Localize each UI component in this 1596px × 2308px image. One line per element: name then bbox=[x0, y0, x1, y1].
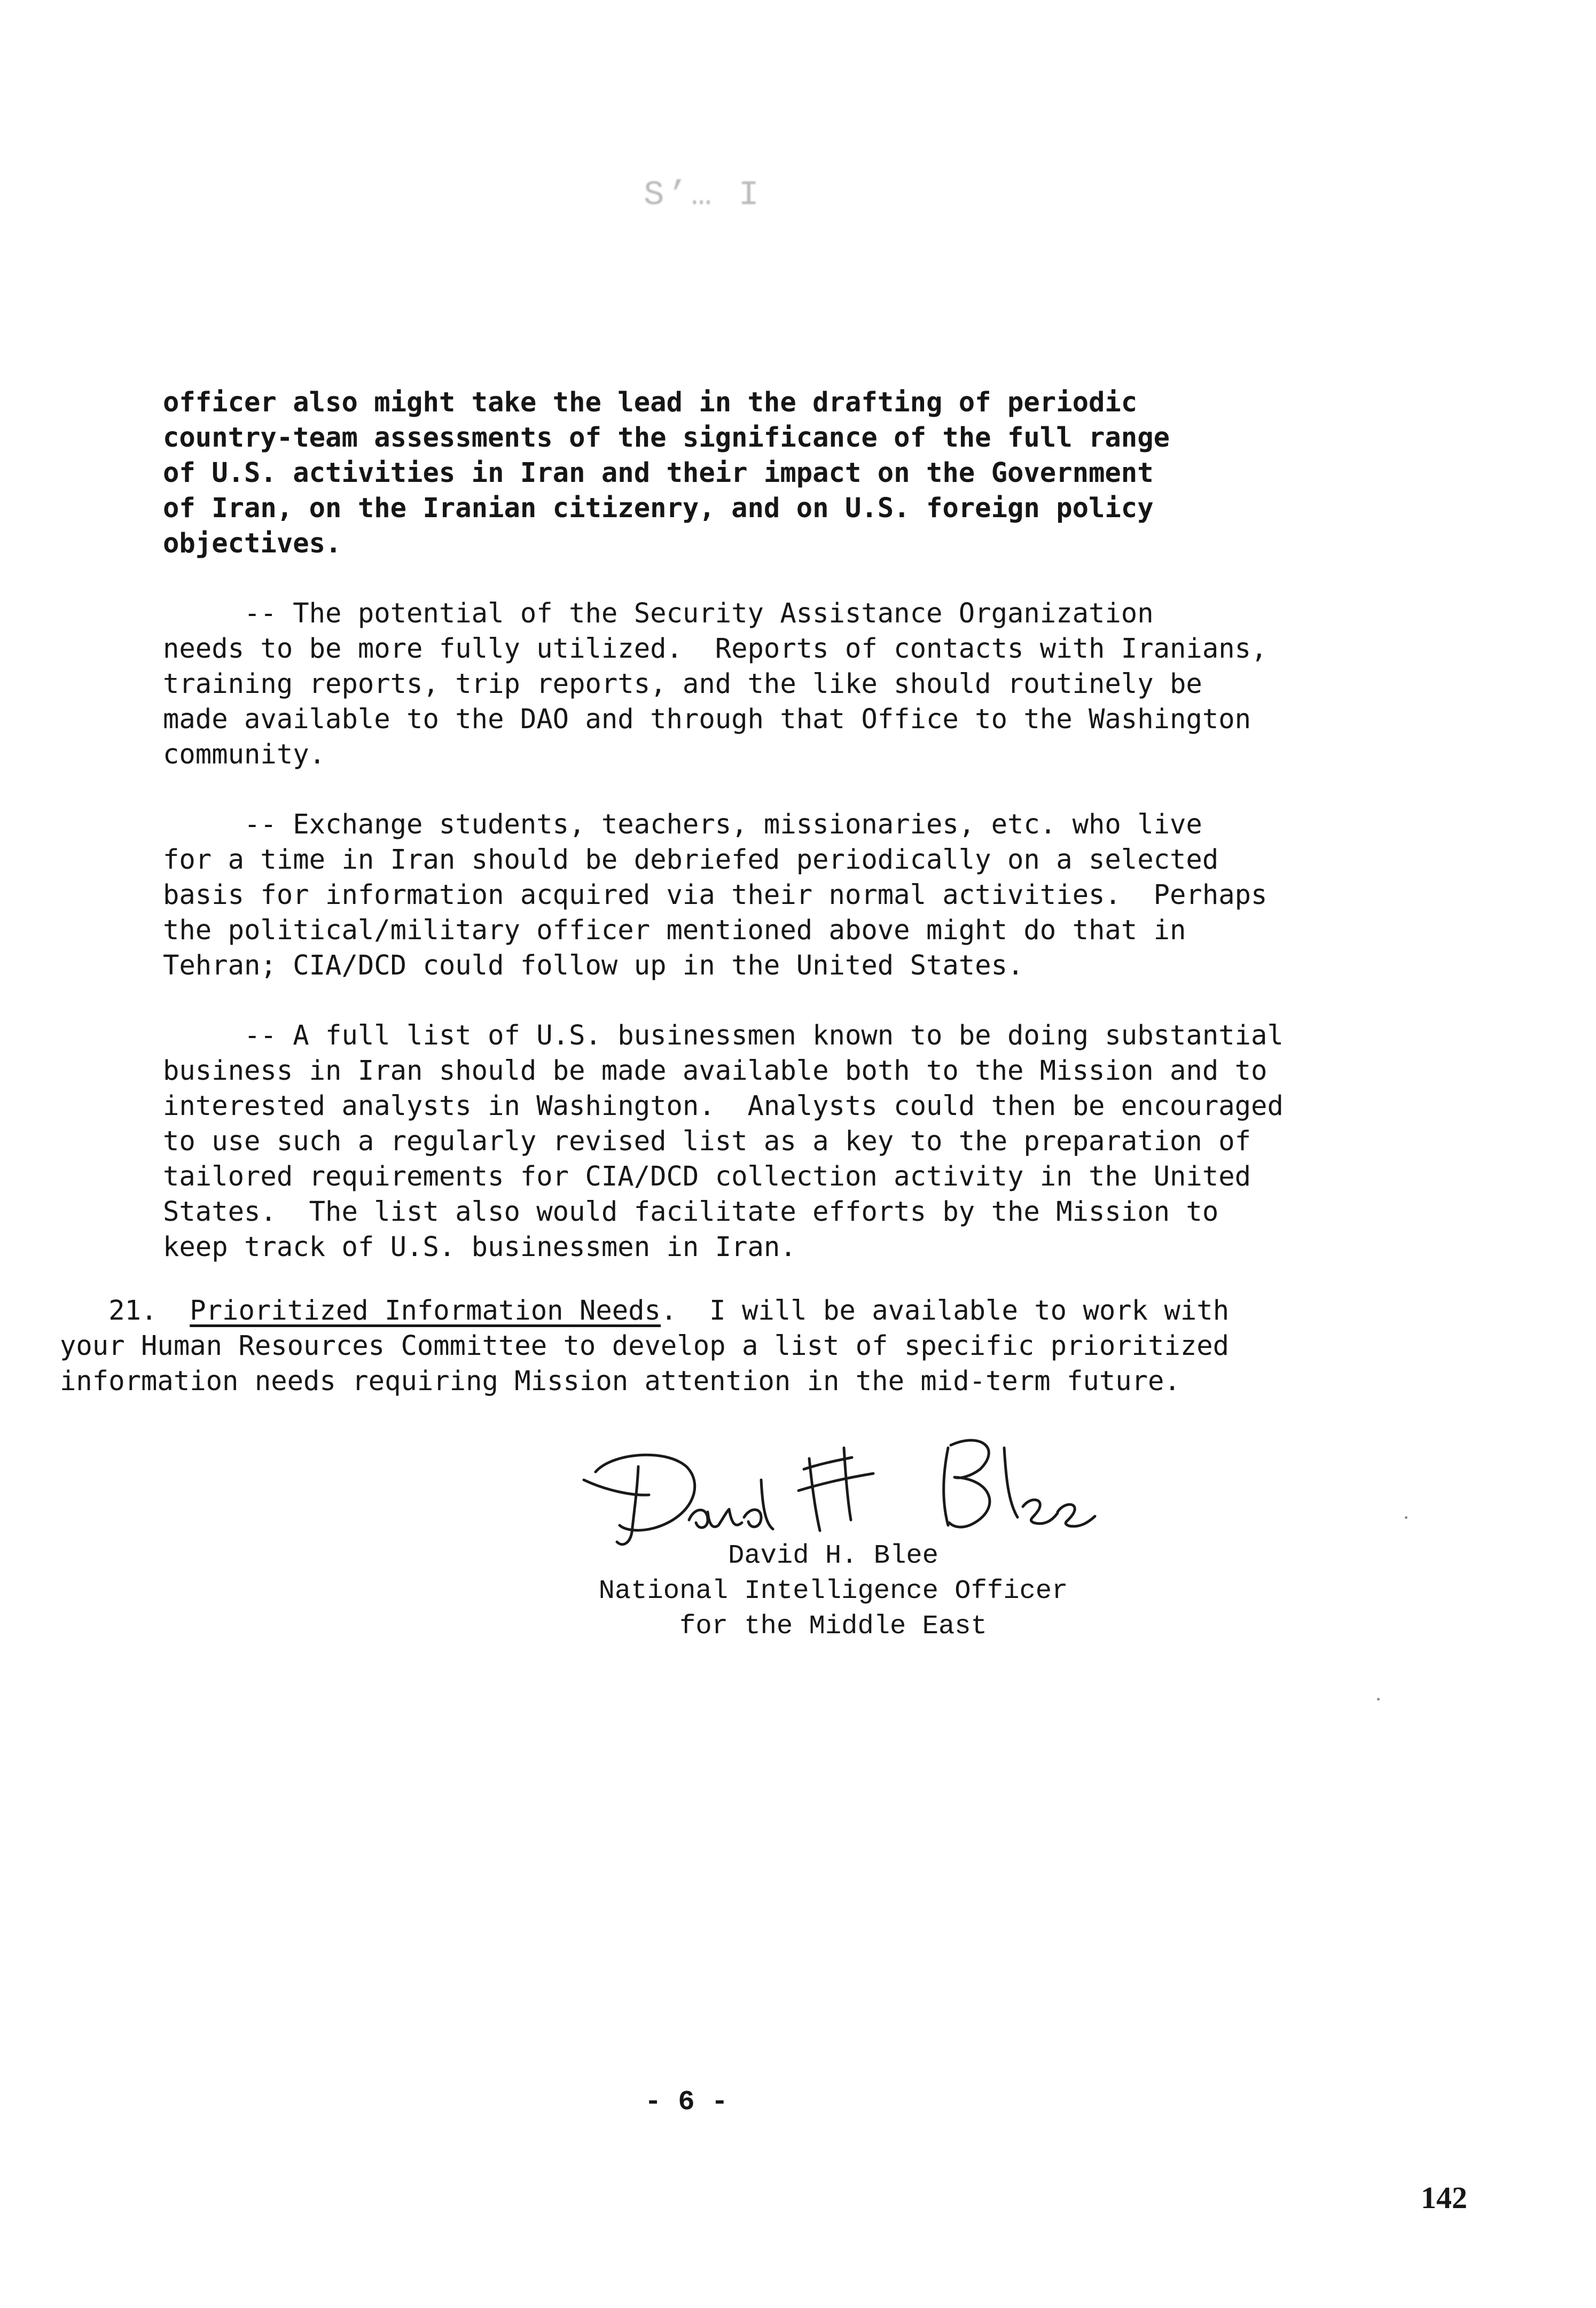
paragraph-businessmen bbox=[163, 1018, 1402, 1265]
line: of Iran, on the Iranian citizenry, and on U.S. foreign policy bbox=[163, 492, 1154, 524]
line: tailored requirements for CIA/DCD collection activity in the United bbox=[163, 1160, 1251, 1192]
line: interested analysts in Washington. Analysts could then be encouraged bbox=[163, 1090, 1284, 1121]
line: -- The potential of the Security Assistance Organization bbox=[163, 597, 1154, 629]
line: Tehran; CIA/DCD could follow up in the United States. bbox=[163, 949, 1024, 981]
line: -- A full list of U.S. businessmen known to be doing substantial bbox=[163, 1019, 1284, 1051]
signature-block bbox=[534, 1539, 1132, 1644]
document-number: 142 bbox=[1421, 2180, 1467, 2215]
line: business in Iran should be made available both to the Mission and to bbox=[163, 1055, 1268, 1086]
line: your Human Resources Committee to develop a list of specific prioritized bbox=[60, 1330, 1230, 1361]
scan-speck bbox=[1377, 1698, 1380, 1701]
stamp-text: S’… I bbox=[644, 176, 763, 215]
scan-speck bbox=[1405, 1516, 1407, 1519]
paragraph-number: 21. bbox=[108, 1295, 158, 1326]
paragraph-security-assistance bbox=[163, 596, 1402, 772]
line: made available to the DAO and through that Office to the Washington bbox=[163, 703, 1251, 735]
paragraph-exchange-students bbox=[163, 807, 1402, 983]
line: objectives. bbox=[163, 527, 342, 559]
paragraph-21 bbox=[60, 1293, 1449, 1399]
line: . I will be available to work with bbox=[660, 1295, 1230, 1326]
line: country-team assessments of the significance of the full range bbox=[163, 422, 1170, 453]
line: training reports, trip reports, and the like should routinely be bbox=[163, 668, 1202, 699]
line: community. bbox=[163, 738, 326, 770]
page-number: - 6 - bbox=[644, 2086, 729, 2118]
line: keep track of U.S. businessmen in Iran. bbox=[163, 1231, 796, 1262]
signer-name: David H. Blee bbox=[728, 1541, 938, 1571]
signer-title: National Intelligence Officer bbox=[598, 1576, 1068, 1607]
line: basis for information acquired via their normal activities. Perhaps bbox=[163, 879, 1268, 910]
signer-subtitle: for the Middle East bbox=[679, 1611, 987, 1642]
line: -- Exchange students, teachers, missionaries, etc. who live bbox=[163, 808, 1202, 840]
line: needs to be more fully utilized. Reports of contacts with Iranians, bbox=[163, 633, 1268, 664]
line: officer also might take the lead in the drafting of periodic bbox=[163, 386, 1138, 418]
line: the political/military officer mentioned above might do that in bbox=[163, 914, 1186, 946]
line: States. The list also would facilitate efforts by the Mission to bbox=[163, 1196, 1219, 1227]
paragraph-continuation bbox=[163, 385, 1402, 561]
classification-stamp bbox=[644, 176, 762, 215]
line: of U.S. activities in Iran and their impact on the Government bbox=[163, 457, 1154, 488]
paragraph-heading: Prioritized Information Needs bbox=[190, 1295, 661, 1326]
line: information needs requiring Mission attention in the mid-term future. bbox=[60, 1365, 1180, 1397]
line: for a time in Iran should be debriefed periodically on a selected bbox=[163, 844, 1219, 875]
line: to use such a regularly revised list as a key to the preparation of bbox=[163, 1125, 1251, 1157]
